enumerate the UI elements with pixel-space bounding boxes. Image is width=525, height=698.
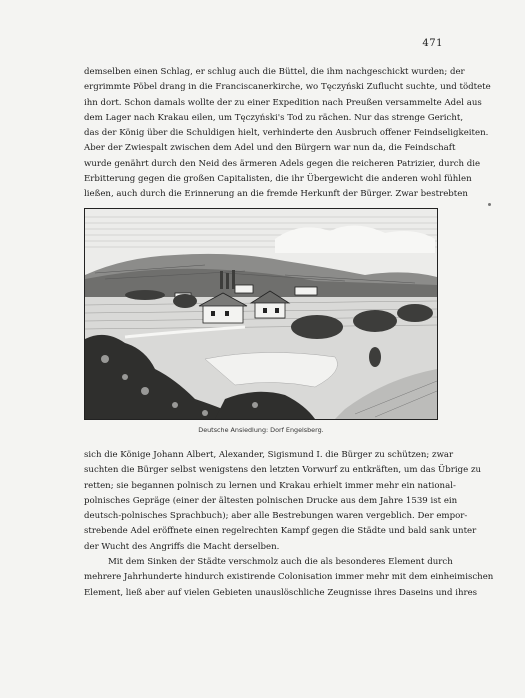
text-line: sich die Könige Johann Albert, Alexander, Sigismund I. die Bürger zu schützen; zwar (84, 450, 454, 460)
text-line: polnisches Gepräge (einer der ältesten polnischen Drucke aus dem Jahre 1539 ist ein (84, 495, 458, 506)
text-line: wurde genährt durch den Neid des ärmeren Adels gegen die reicheren Patrizier, durch die (84, 158, 481, 169)
page-number: 471 (422, 38, 443, 49)
text-line: das der König über die Schuldigen hielt, verhinderte den Ausbruch offener Feindseligkeiten. (84, 128, 489, 139)
paper-speck (488, 203, 491, 206)
text-line: Aber der Zwiespalt zwischen dem Adel und den Bürgern war nun da, die Feindschaft (84, 143, 456, 154)
text-line: Erbitterung gegen die großen Capitalisten, die ihr Übergewicht die anderen wohl fühlen (84, 174, 472, 185)
figure-caption: Deutsche Ansiedlung: Dorf Engelsberg. (198, 426, 324, 434)
text-line: retten; sie begannen polnisch zu lernen und Krakau erhielt immer mehr ein national- (84, 480, 456, 491)
text-line: ihn dort. Schon damals wollte der zu einer Expedition nach Preußen versammelte Adel aus (84, 97, 482, 108)
engraving-illustration (84, 208, 438, 420)
text-line: deutsch-polnisches Sprachbuch); aber alle Bestrebungen waren vergeblich. Der empor- (84, 511, 468, 522)
text-line: strebende Adel eröffnete einen regelrechten Kampf gegen die Städte und bald sank unter (84, 526, 477, 537)
text-line: Mit dem Sinken der Städte verschmolz auch die als besonderes Element durch (108, 557, 453, 568)
text-line: demselben einen Schlag, er schlug auch die Büttel, die ihm nachgeschickt wurden; der (84, 67, 465, 77)
text-line: ergrimmte Pöbel drang in die Franciscanerkirche, wo Tęczyński Zuflucht suchte, und tödtete (84, 82, 491, 93)
body-text-bottom (84, 448, 494, 601)
text-line: der Wucht des Angriffs die Macht derselben. (84, 541, 280, 552)
text-line: suchten die Bürger selbst wenigstens den letzten Vorwurf zu entkräften, um das Übrige zu (84, 465, 482, 476)
text-line: dem Lager nach Krakau eilen, um Tęczyński's Tod zu rächen. Nur das strenge Gericht, (84, 112, 464, 123)
text-line: ließen, auch durch die Erinnerung an die fremde Herkunft der Bürger. Zwar bestrebten (84, 189, 468, 200)
text-line: Element, ließ aber auf vielen Gebieten unauslöschliche Zeugnisse ihres Daseins und ihres (84, 587, 478, 598)
village-landscape-engraving (85, 209, 437, 419)
text-line: mehrere Jahrhunderte hindurch existirende Colonisation immer mehr mit dem einheimischen (84, 572, 494, 583)
body-text-top (84, 65, 491, 203)
